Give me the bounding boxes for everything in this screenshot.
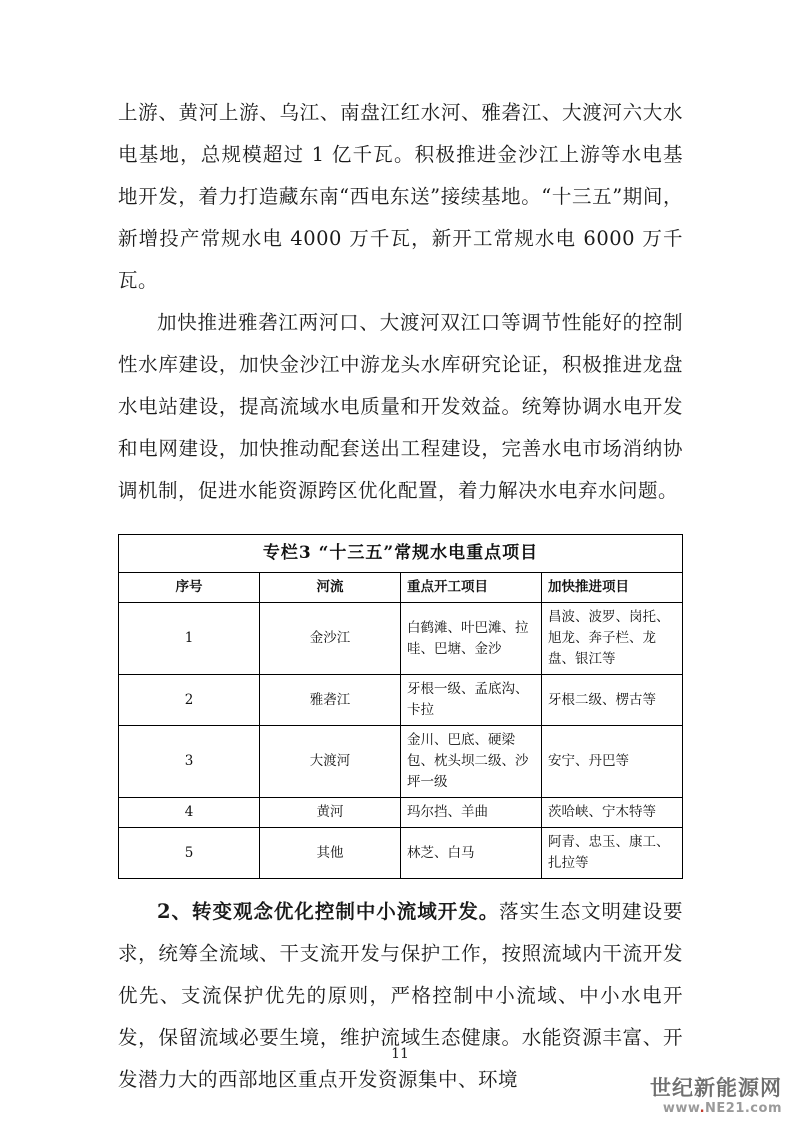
column-header-accelerated-projects: 加快推进项目 bbox=[542, 573, 683, 603]
row-number: 3 bbox=[119, 726, 260, 798]
watermark-url-suffix: NE21.com bbox=[705, 1100, 782, 1116]
table-box-3 bbox=[118, 534, 683, 879]
row-river: 雅砻江 bbox=[260, 675, 401, 726]
row-key-projects: 金川、巴底、硬梁包、枕头坝二级、沙坪一级 bbox=[401, 726, 542, 798]
column-header-key-projects: 重点开工项目 bbox=[401, 573, 542, 603]
column-header-number: 序号 bbox=[119, 573, 260, 603]
row-number: 2 bbox=[119, 675, 260, 726]
row-accelerated-projects: 牙根二级、楞古等 bbox=[542, 675, 683, 726]
table-caption-row bbox=[119, 535, 683, 573]
table-header-row bbox=[119, 573, 683, 603]
table-caption: 专栏3 “十三五”常规水电重点项目 bbox=[119, 535, 683, 573]
column-header-river: 河流 bbox=[260, 573, 401, 603]
row-number: 5 bbox=[119, 828, 260, 879]
row-river: 大渡河 bbox=[260, 726, 401, 798]
key-hydropower-projects-table bbox=[118, 534, 683, 879]
watermark-url-prefix: www bbox=[662, 1100, 700, 1116]
table-row bbox=[119, 798, 683, 828]
watermark bbox=[650, 1077, 782, 1116]
row-accelerated-projects: 昌波、波罗、岗托、旭龙、奔子栏、龙盘、银江等 bbox=[542, 603, 683, 675]
row-number: 4 bbox=[119, 798, 260, 828]
row-number: 1 bbox=[119, 603, 260, 675]
watermark-url-dot: . bbox=[699, 1100, 706, 1116]
section-paragraph bbox=[118, 891, 683, 1101]
row-accelerated-projects: 安宁、丹巴等 bbox=[542, 726, 683, 798]
row-key-projects: 牙根一级、孟底沟、卡拉 bbox=[401, 675, 542, 726]
row-river: 其他 bbox=[260, 828, 401, 879]
table-row bbox=[119, 675, 683, 726]
row-key-projects: 白鹤滩、叶巴滩、拉哇、巴塘、金沙 bbox=[401, 603, 542, 675]
watermark-url bbox=[650, 1102, 782, 1116]
row-river: 黄河 bbox=[260, 798, 401, 828]
table-row bbox=[119, 603, 683, 675]
row-accelerated-projects: 阿青、忠玉、康工、扎拉等 bbox=[542, 828, 683, 879]
section-lead: 2、转变观念优化控制中小流域开发。 bbox=[157, 900, 500, 923]
section-body: 落实生态文明建设要求，统筹全流域、干支流开发与保护工作，按照流域内干流开发优先、支流保护优先的原则，严格控制中小流域、中小水电开发，保留流域必要生境，维护流域生态健康。水能资源丰富、开发潜力大的西部地区重点开发资源集中、环境 bbox=[118, 900, 683, 1091]
row-key-projects: 玛尔挡、羊曲 bbox=[401, 798, 542, 828]
table-row bbox=[119, 828, 683, 879]
table-row bbox=[119, 726, 683, 798]
page-content bbox=[118, 92, 683, 1101]
paragraph-1: 上游、黄河上游、乌江、南盘江红水河、雅砻江、大渡河六大水电基地，总规模超过 1 亿千瓦。积极推进金沙江上游等水电基地开发，着力打造藏东南“西电东送”接续基地。“十三五”期间，新增投产常规水电 4000 万千瓦，新开工常规水电 6000 万千瓦。 bbox=[118, 101, 683, 292]
row-river: 金沙江 bbox=[260, 603, 401, 675]
row-accelerated-projects: 茨哈峡、宁木特等 bbox=[542, 798, 683, 828]
row-key-projects: 林芝、白马 bbox=[401, 828, 542, 879]
spacer bbox=[118, 879, 683, 891]
page-number: 11 bbox=[391, 1046, 409, 1062]
watermark-site-name: 世纪新能源网 bbox=[650, 1075, 782, 1100]
paragraph-2: 加快推进雅砻江两河口、大渡河双江口等调节性能好的控制性水库建设，加快金沙江中游龙头水库研究论证，积极推进龙盘水电站建设，提高流域水电质量和开发效益。统筹协调水电开发和电网建设，加快推动配套送出工程建设，完善水电市场消纳协调机制，促进水能资源跨区优化配置，着力解决水电弃水问题。 bbox=[118, 311, 683, 502]
